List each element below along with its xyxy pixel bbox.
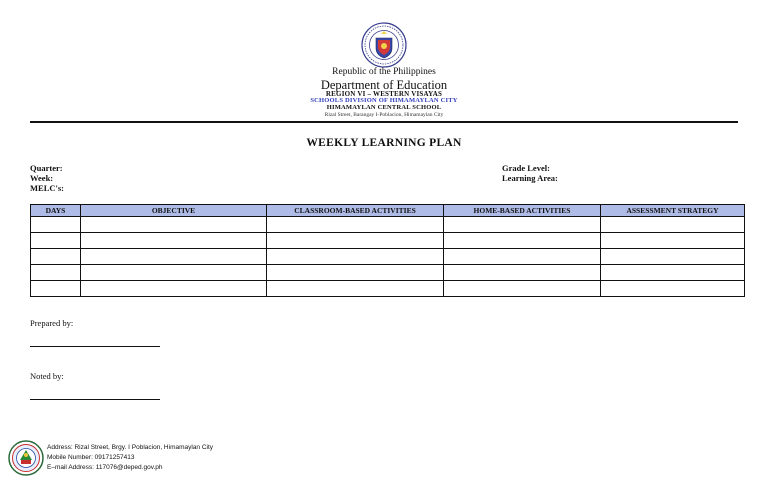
header-objective: OBJECTIVE: [81, 205, 267, 217]
learning-area-label: Learning Area:: [502, 173, 558, 183]
table-cell[interactable]: [444, 265, 601, 281]
school-address: Rizal Street, Barangay I-Poblacion, Himamaylan City: [324, 112, 444, 118]
deped-seal-icon: [361, 22, 407, 68]
table-row: [31, 281, 745, 297]
school-heading: HIMAMAYLAN CENTRAL SCHOOL: [326, 104, 442, 111]
table-cell[interactable]: [601, 233, 745, 249]
table-cell[interactable]: [444, 249, 601, 265]
table-cell[interactable]: [601, 265, 745, 281]
table-cell[interactable]: [31, 233, 81, 249]
prepared-by-label: Prepared by:: [30, 318, 74, 328]
noted-by-signature-line: [30, 399, 160, 400]
table-cell[interactable]: [267, 265, 444, 281]
table-cell[interactable]: [31, 249, 81, 265]
table-cell[interactable]: [444, 217, 601, 233]
document-title: WEEKLY LEARNING PLAN: [306, 137, 462, 149]
table-row: [31, 249, 745, 265]
table-cell[interactable]: [601, 249, 745, 265]
department-heading: Department of Education: [320, 78, 448, 92]
table-cell[interactable]: [81, 217, 267, 233]
grade-level-label: Grade Level:: [502, 163, 550, 173]
quarter-label: Quarter:: [30, 163, 63, 173]
footer-address: Address: Rizal Street, Brgy. I Poblacion, Himamaylan City: [47, 444, 214, 451]
header-assessment-strategy: ASSESSMENT STRATEGY: [601, 205, 745, 217]
header-divider: [30, 121, 738, 123]
noted-by-label: Noted by:: [30, 371, 64, 381]
table-cell[interactable]: [81, 265, 267, 281]
republic-heading: Republic of the Philippines: [332, 67, 436, 77]
footer-mobile: Mobile Number: 09171257413: [47, 454, 135, 461]
header-days: DAYS: [31, 205, 81, 217]
school-seal-icon: [8, 440, 44, 476]
table-cell[interactable]: [267, 281, 444, 297]
table-cell[interactable]: [444, 281, 601, 297]
table-cell[interactable]: [267, 233, 444, 249]
table-row: [31, 233, 745, 249]
melc-label: MELC's:: [30, 183, 64, 193]
table-cell[interactable]: [267, 217, 444, 233]
table-cell[interactable]: [31, 217, 81, 233]
table-cell[interactable]: [267, 249, 444, 265]
table-cell[interactable]: [444, 233, 601, 249]
header-classroom-activities: CLASSROOM-BASED ACTIVITIES: [267, 205, 444, 217]
region-heading: REGION VI – WESTERN VISAYAS: [325, 90, 443, 98]
weekly-learning-plan-table: [30, 204, 745, 297]
table-cell[interactable]: [601, 217, 745, 233]
table-cell[interactable]: [81, 281, 267, 297]
header-home-activities: HOME-BASED ACTIVITIES: [444, 205, 601, 217]
table-header-row: [31, 205, 745, 217]
division-heading: SCHOOLS DIVISION OF HIMAMAYLAN CITY: [310, 97, 458, 104]
week-label: Week:: [30, 173, 54, 183]
table-row: [31, 217, 745, 233]
table-row: [31, 265, 745, 281]
table-cell[interactable]: [81, 249, 267, 265]
table-cell[interactable]: [31, 281, 81, 297]
table-cell[interactable]: [601, 281, 745, 297]
prepared-by-signature-line: [30, 346, 160, 347]
footer-email: E–mail Address: 117076@deped.gov.ph: [47, 464, 163, 471]
table-cell[interactable]: [31, 265, 81, 281]
table-cell[interactable]: [81, 233, 267, 249]
